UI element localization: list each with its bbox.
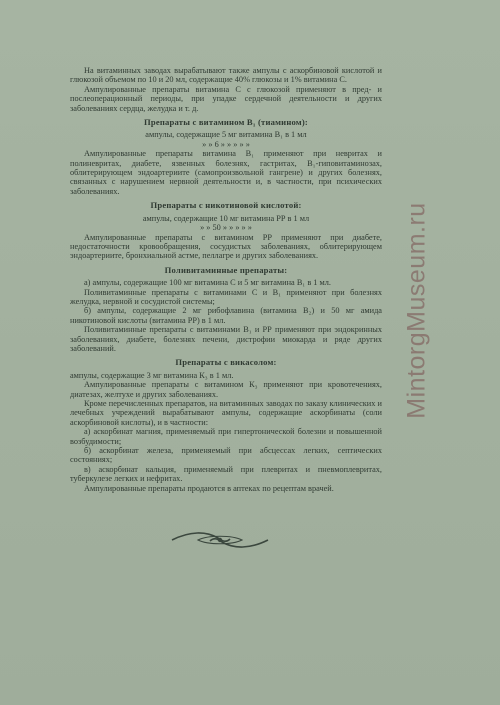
heading-vitamin-b1: Препараты с витамином В₁ (тиамином): [144,117,308,128]
pp-ampoule-line-1: ампулы, содержащие 10 мг витамина РР в 1 мл [142,213,310,223]
ascorbate-item-c: в) аскорбинат кальция, применяемый при плевритах и пневмоплевритах, туберкулезе легких и нефритах. [70,464,382,484]
k-ampoule-line: ампулы, содержащие 3 мг витамина К₃ в 1 мл. [70,370,234,380]
poly-description-a: Поливитаминные препараты с витаминами С и В₁ применяют при болезнях желудка, нервной и сосудистой системы; [70,287,382,306]
ascorbate-item-b: б) аскорбинат железа, применяемый при абсцессах легких, септических состояниях; [70,446,382,465]
b1-ampoule-line-1: ампулы, содержащие 5 мг витамина В₁ в 1 мл [145,130,307,140]
heading-nicotinic-acid: Препараты с никотиновой кислотой: [150,200,302,211]
intro-paragraph-1: На витаминных заводах вырабатывают также ампулы с аскорбиновой кислотой и глюкозой объемом по 10 и 20 мл, содержащие 40% глюкозы и 1% витамина С. [70,66,382,85]
pp-description: Ампулированные препараты с витамином РР применяют при диабете, недостаточности кровообращения, сосудистых заболеваниях, облитерирующем эндоартериите, бронхиальной астме, пеллагре и других заболеваниях. [70,232,382,261]
ascorbate-intro: Кроме перечисленных препаратов, на витаминных заводах по заказу клинических и лечебных учреждений вырабатывают ампулы, содержащие аскорбинаты (соли аскорбиновой кислоты), и в частности: [70,399,382,427]
b1-ampoule-line-2: » » 6 » » » » » [202,139,250,149]
document-body [70,66,382,493]
poly-item-a: а) ампулы, содержащие 100 мг витамина С и 5 мг витамина В₁ в 1 мл. [84,278,331,288]
watermark-text: MintorgMuseum.ru [402,201,431,419]
ascorbate-item-a: а) аскорбинат магния, применяемый при гипертонической болезни и повышенной возбудимости; [70,427,382,446]
ornament-divider [168,527,272,553]
heading-vikasol: Препараты с викасолом: [175,357,277,368]
poly-item-b: б) ампулы, содержащие 2 мг рибофлавина (витамина В₂) и 50 мг амида никотиновой кислоты (витамина РР) в 1 мл. [70,306,382,325]
intro-paragraph-2: Ампулированные препараты витамина С с глюкозой применяют в пред- и послеоперационный периоды, при упадке сердечной деятельности и других заболеваниях сердца, желудка и т. д. [70,84,382,113]
b1-description: Ампулированные препараты витамина В₁ применяют при невритах и полиневритах, диабете, язвенных болезнях, гастритах, В₁-гиповитаминозах, облитерирующем эндоартериите (самопроизвольной гангрене) и других болезнях, связанных с нарушением нервной деятельности и, в частности, при психических заболеваниях. [70,149,382,196]
heading-polyvitamin: Поливитаминные препараты: [164,264,288,275]
closing-paragraph: Ампулированные препараты продаются в аптеках по рецептам врачей. [84,483,334,493]
poly-description-b: Поливитаминные препараты с витаминами В₁ и РР применяют при эндокринных заболеваниях, диабете, болезнях печени, дистрофии миокарда и ряде других заболеваний. [70,325,382,353]
watermark [397,75,437,545]
pp-ampoule-line-2: » » 50 » » » » » [200,223,252,233]
k-description: Ампулированные препараты с витамином К₃ применяют при кровотечениях, диатезах, желтухе и других заболеваниях. [70,380,382,399]
